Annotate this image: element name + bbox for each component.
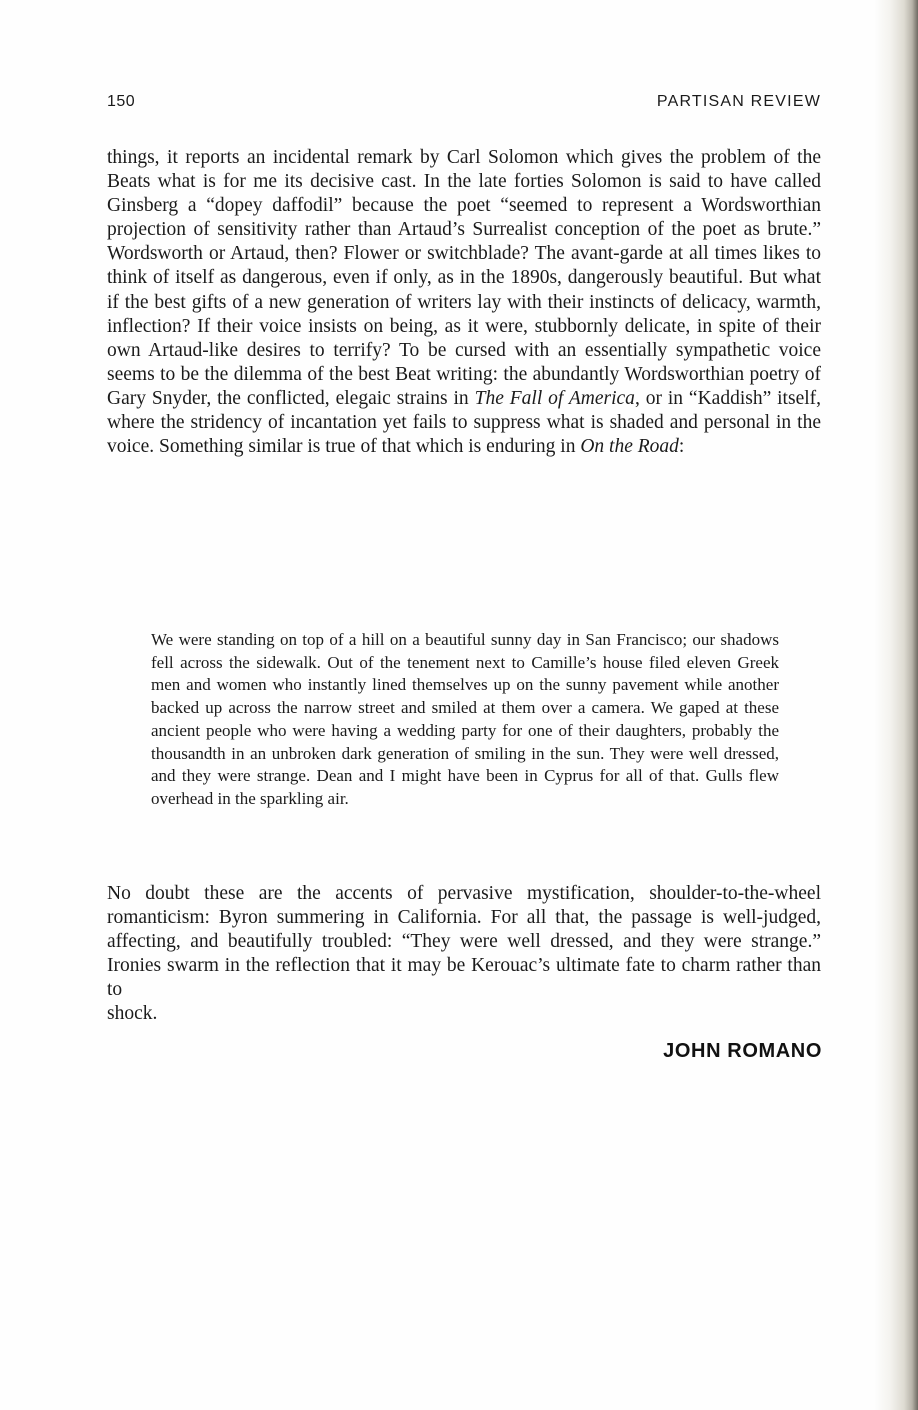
book-title-on-the-road: On the Road	[580, 436, 679, 458]
journal-title: PARTISAN REVIEW	[656, 93, 821, 110]
block-quote: We were standing on top of a hill on a beautiful sunny day in San Francisco; our shadows fell across the sidewalk. Out of the tenement next to Camille’s house filed eleven Greek men and women who instantly lined themselves up on the sunny pavement while another backed up across the narrow street and smiled at them over a camera. We gaped at these ancient people who were having a wedding party for one of their daughters, probably the thousandth in an unbroken dark generation of smiling in the sun. They were well dressed, and they were strange. Dean and I might have been in Cyprus for all of that. Gulls flew overhead in the sparkling air.	[151, 630, 779, 808]
paragraph-2-last-line: shock.	[107, 1003, 158, 1025]
paragraph-2-text: No doubt these are the accents of pervasive mystification, shoulder-to-the-wheel romanticism: Byron summering in California. For all that, the passage is well-judged, affecting, and beautifully troubled: “They were well dressed, and they were strange.” Ironies swarm in the reflection that it may be Kerouac’s ultimate fate to charm rather than to	[107, 883, 821, 1001]
running-head	[107, 93, 821, 115]
page-number: 150	[107, 93, 136, 110]
paragraph-1-segment: :	[678, 436, 685, 458]
paragraph-2	[107, 882, 821, 1027]
paragraph-1	[107, 146, 821, 459]
book-title-fall-of-america: The Fall of America	[474, 387, 635, 409]
paragraph-1-segment: things, it reports an incidental remark by Carl Solomon which gives the problem of the Beats what is for me its decisive cast. In the late forties Solomon is said to have called Ginsberg a “dopey daffodil” because the poet “seemed to represent a Wordsworthian projection of sensitivity rather than Artaud’s Surrealist conception of the poet as brute.” Wordsworth or Artaud, then? Flower or switchblade? The avant-garde at all times likes to think of itself as dangerous, even if only, as in the 1890s, dangerously beautiful. But what if the best gifts of a new generation of writers lay with their instincts of delicacy, warmth, inflection? If their voice insists on being, as it were, stubbornly delicate, in spite of their own Artaud-like desires to terrify? To be cursed with an essentially sympathetic voice seems to be the dilemma of the best Beat writing: the abundantly Wordsworthian poetry of Gary Snyder, the conflicted, elegaic strains in	[107, 147, 821, 409]
paragraph-1-segment: , or in “Kaddish” itself, where the stridency of incantation yet fails to suppress what is shaded and personal in the voice. Something similar is true of that which is enduring in	[107, 387, 822, 458]
page-binding-edge	[874, 0, 918, 1410]
author-signature: JOHN ROMANO	[663, 1040, 822, 1062]
